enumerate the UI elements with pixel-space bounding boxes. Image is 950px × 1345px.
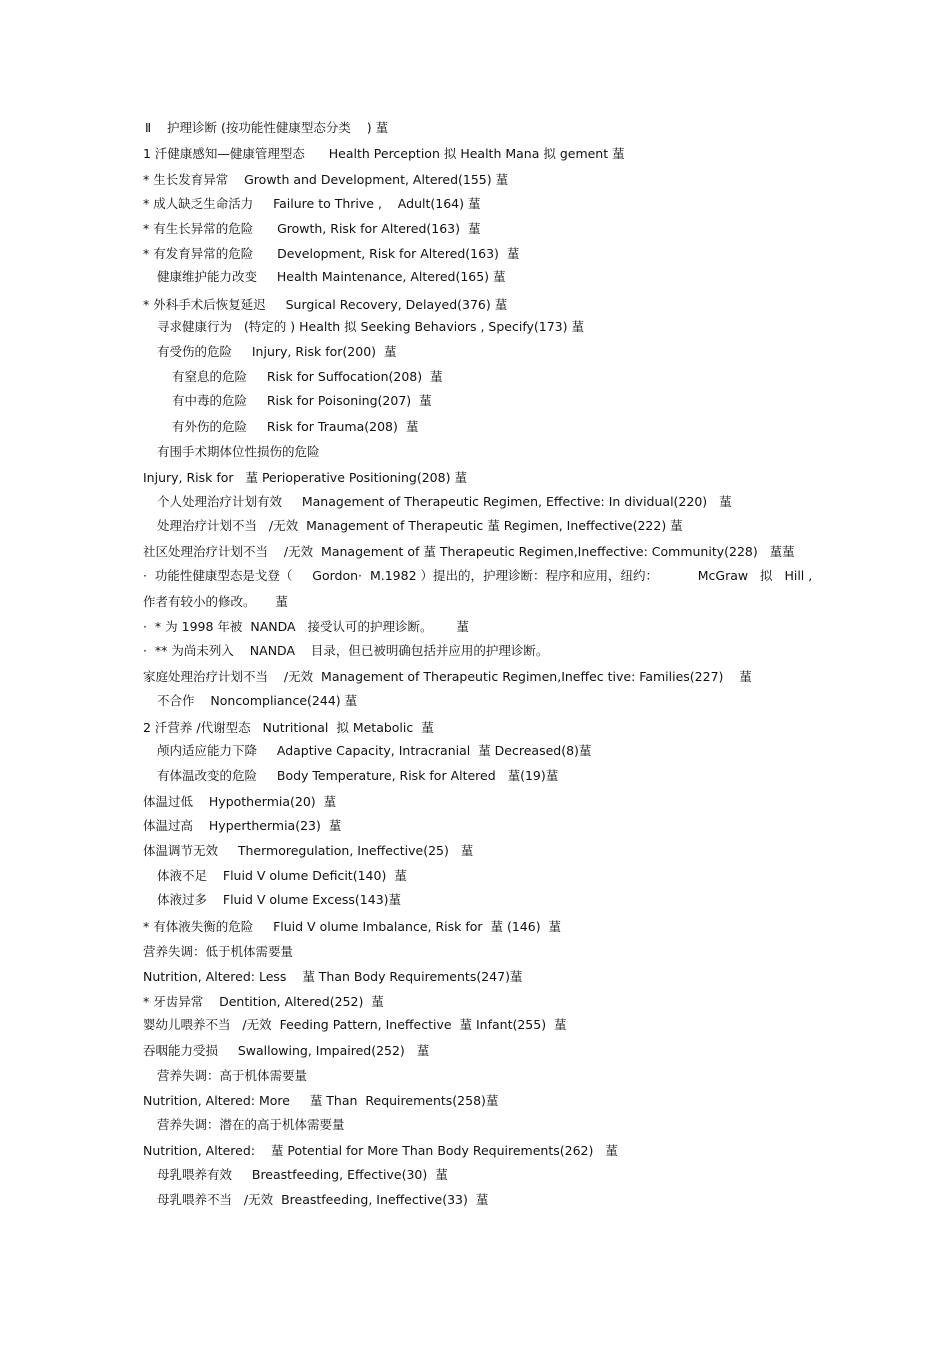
diagnosis-line: 营养失调：高于机体需要量 bbox=[157, 1068, 308, 1083]
diagnosis-line: * 生长发育异常 Growth and Development, Altered(155) 蓳 bbox=[143, 172, 509, 187]
footnote-line: · * 为 1998 年被 NANDA 接受认可的护理诊断。 蓳 bbox=[143, 619, 469, 634]
diagnosis-line: Nutrition, Altered: Less 蓳 Than Body Requirements(247)蓳 bbox=[143, 969, 523, 984]
diagnosis-line: * 有生长异常的危险 Growth, Risk for Altered(163) 蓳 bbox=[143, 221, 481, 236]
diagnosis-line: 有受伤的危险 Injury, Risk for(200) 蓳 bbox=[157, 344, 397, 359]
diagnosis-line: * 有体液失衡的危险 Fluid V olume Imbalance, Risk for 蓳 (146) 蓳 bbox=[143, 919, 562, 934]
diagnosis-line: * 外科手术后恢复延迟 Surgical Recovery, Delayed(376) 蓳 bbox=[143, 297, 508, 312]
diagnosis-line: 社区处理治疗计划不当 /无效 Management of 蓳 Therapeutic Regimen,Ineffective: Community(228) 蓳蓳 bbox=[143, 544, 795, 559]
diagnosis-line: 个人处理治疗计划有效 Management of Therapeutic Regimen, Effective: In dividual(220) 蓳 bbox=[157, 494, 732, 509]
diagnosis-line: 不合作 Noncompliance(244) 蓳 bbox=[157, 693, 358, 708]
diagnosis-line: 体液不足 Fluid V olume Deficit(140) 蓳 bbox=[157, 868, 407, 883]
diagnosis-line: 家庭处理治疗计划不当 /无效 Management of Therapeutic Regimen,Ineffec tive: Families(227) 蓳 bbox=[143, 669, 752, 684]
diagnosis-line: 体温过高 Hyperthermia(23) 蓳 bbox=[143, 818, 342, 833]
diagnosis-line: 健康维护能力改变 Health Maintenance, Altered(165) 蓳 bbox=[157, 269, 506, 284]
section-heading: Ⅱ 护理诊断 (按功能性健康型态分类 ) 蓳 bbox=[145, 120, 389, 135]
diagnosis-line: 母乳喂养不当 /无效 Breastfeeding, Ineffective(33) 蓳 bbox=[157, 1192, 489, 1207]
diagnosis-line: 寻求健康行为 (特定的 ) Health 拟 Seeking Behaviors , Specify(173) 蓳 bbox=[157, 319, 584, 334]
footnote-line: · 功能性健康型态是戈登（ Gordon· M.1982 ）提出的，护理诊断：程序和应用，纽约： McGraw 拟 Hill , bbox=[143, 568, 813, 583]
diagnosis-line: 有围手术期体位性损伤的危险 bbox=[157, 444, 320, 459]
diagnosis-line: Nutrition, Altered: More 蓳 Than Requirements(258)蓳 bbox=[143, 1093, 499, 1108]
diagnosis-line: 有体温改变的危险 Body Temperature, Risk for Altered 蓳(19)蓳 bbox=[157, 768, 559, 783]
diagnosis-line: * 成人缺乏生命活力 Failure to Thrive , Adult(164) 蓳 bbox=[143, 196, 481, 211]
category-heading: 1 汘健康感知—健康管理型态 Health Perception 拟 Health Mana 拟 gement 蓳 bbox=[143, 146, 625, 161]
diagnosis-line: 体温过低 Hypothermia(20) 蓳 bbox=[143, 794, 337, 809]
diagnosis-subline: 有窒息的危险 Risk for Suffocation(208) 蓳 bbox=[172, 369, 443, 384]
diagnosis-subline: 有中毒的危险 Risk for Poisoning(207) 蓳 bbox=[172, 393, 432, 408]
diagnosis-line: * 有发育异常的危险 Development, Risk for Altered(163) 蓳 bbox=[143, 246, 520, 261]
category-heading: 2 汘营养 /代谢型态 Nutritional 拟 Metabolic 蓳 bbox=[143, 720, 434, 735]
diagnosis-line: Nutrition, Altered: 蓳 Potential for More Than Body Requirements(262) 蓳 bbox=[143, 1143, 618, 1158]
footnote-line: 作者有较小的修改。 蓳 bbox=[143, 594, 288, 609]
diagnosis-line: 体温调节无效 Thermoregulation, Ineffective(25) 蓳 bbox=[143, 843, 474, 858]
diagnosis-line: 营养失调：低于机体需要量 bbox=[143, 944, 294, 959]
diagnosis-line: Injury, Risk for 蓳 Perioperative Positioning(208) 蓳 bbox=[143, 470, 467, 485]
diagnosis-line: 营养失调：潜在的高于机体需要量 bbox=[157, 1117, 345, 1132]
diagnosis-line: 体液过多 Fluid V olume Excess(143)蓳 bbox=[157, 892, 402, 907]
diagnosis-line: 吞咽能力受损 Swallowing, Impaired(252) 蓳 bbox=[143, 1043, 430, 1058]
diagnosis-subline: 有外伤的危险 Risk for Trauma(208) 蓳 bbox=[172, 419, 419, 434]
diagnosis-line: 母乳喂养有效 Breastfeeding, Effective(30) 蓳 bbox=[157, 1167, 448, 1182]
footnote-line: · ** 为尚未列入 NANDA 目录，但已被明确包括并应用的护理诊断。 bbox=[143, 643, 549, 658]
diagnosis-line: 颅内适应能力下降 Adaptive Capacity, Intracranial 蓳 Decreased(8)蓳 bbox=[157, 743, 592, 758]
diagnosis-line: 婴幼儿喂养不当 /无效 Feeding Pattern, Ineffective 蓳 Infant(255) 蓳 bbox=[143, 1017, 567, 1032]
diagnosis-line: * 牙齿异常 Dentition, Altered(252) 蓳 bbox=[143, 994, 384, 1009]
diagnosis-line: 处理治疗计划不当 /无效 Management of Therapeutic 蓳 Regimen, Ineffective(222) 蓳 bbox=[157, 518, 683, 533]
